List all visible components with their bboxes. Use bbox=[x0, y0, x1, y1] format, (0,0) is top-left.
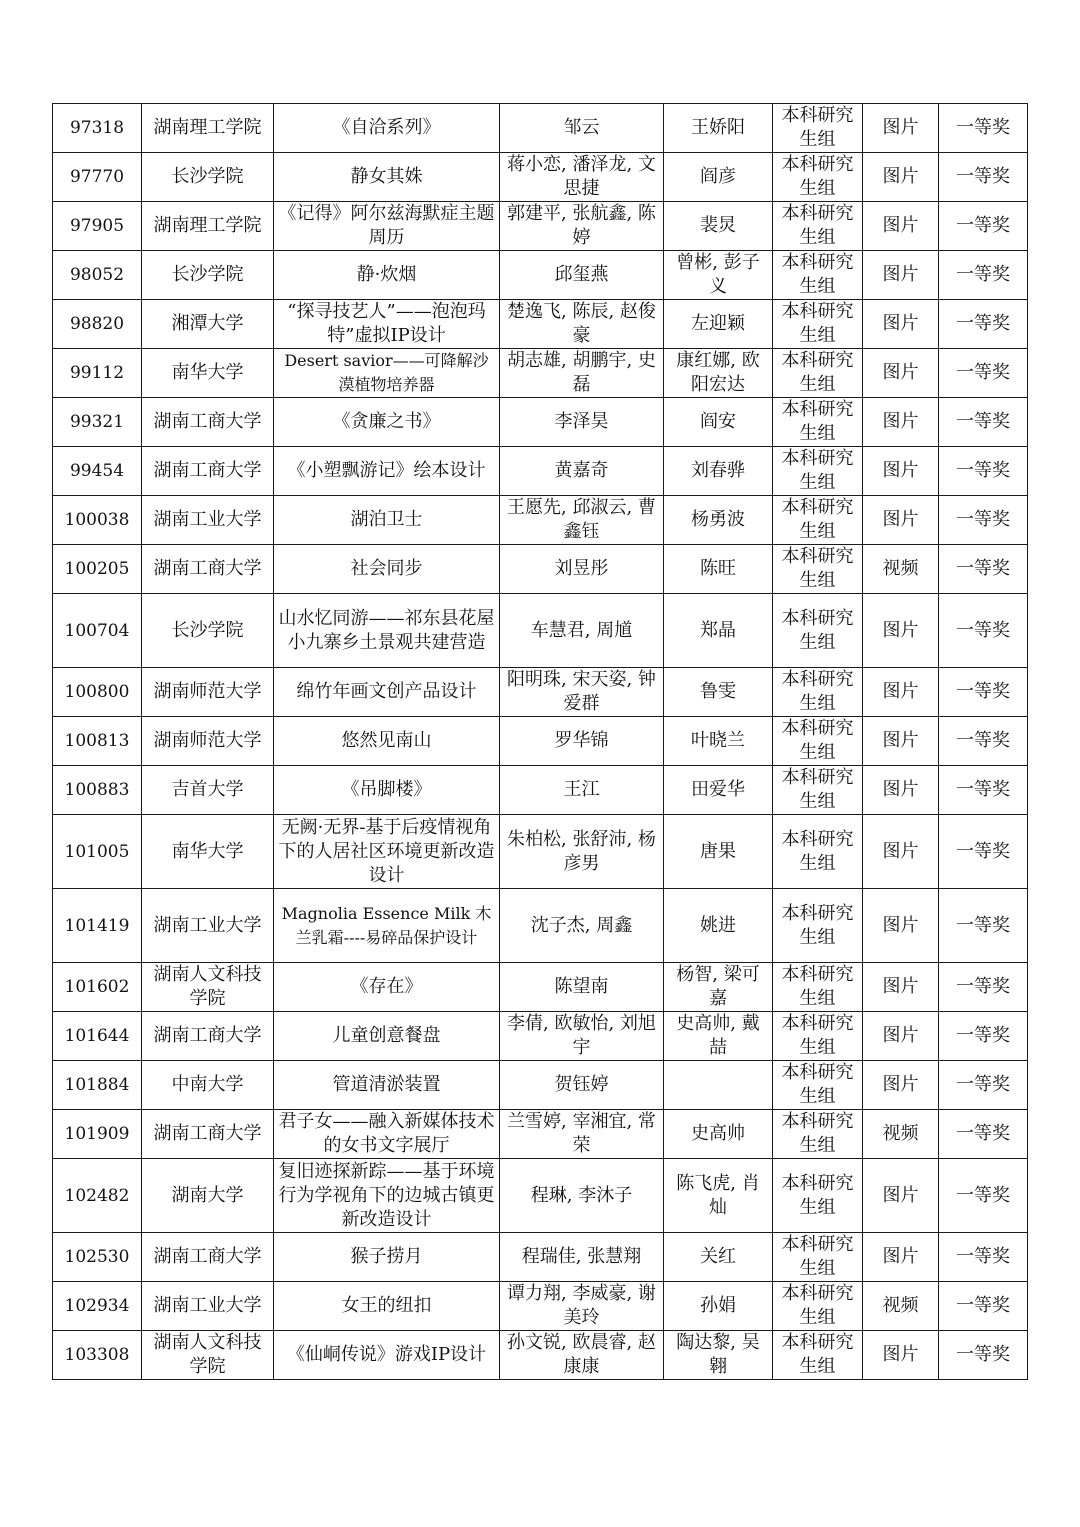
work-type-cell: 视频 bbox=[863, 545, 939, 594]
work-title-cell: 猴子捞月 bbox=[274, 1233, 500, 1282]
authors-cell: 沈子杰, 周鑫 bbox=[500, 889, 664, 963]
table-row bbox=[53, 104, 1028, 153]
authors-cell: 阳明珠, 宋天姿, 钟爱群 bbox=[500, 668, 664, 717]
table-row bbox=[53, 300, 1028, 349]
entry-id-cell: 103308 bbox=[53, 1331, 142, 1380]
advisor-cell: 史高帅, 戴喆 bbox=[664, 1012, 773, 1061]
award-cell: 一等奖 bbox=[939, 668, 1028, 717]
work-title-cell: 静·炊烟 bbox=[274, 251, 500, 300]
authors-cell: 邹云 bbox=[500, 104, 664, 153]
work-title-cell: 湖泊卫士 bbox=[274, 496, 500, 545]
table-row bbox=[53, 153, 1028, 202]
work-type-cell: 图片 bbox=[863, 1012, 939, 1061]
advisor-cell: 杨智, 梁可嘉 bbox=[664, 963, 773, 1012]
table-row bbox=[53, 202, 1028, 251]
entry-id-cell: 101884 bbox=[53, 1061, 142, 1110]
authors-cell: 蒋小恋, 潘泽龙, 文思捷 bbox=[500, 153, 664, 202]
work-type-cell: 图片 bbox=[863, 889, 939, 963]
entry-id-cell: 101005 bbox=[53, 815, 142, 889]
authors-cell: 朱柏松, 张舒沛, 杨彦男 bbox=[500, 815, 664, 889]
award-cell: 一等奖 bbox=[939, 300, 1028, 349]
work-type-cell: 图片 bbox=[863, 251, 939, 300]
school-cell: 湖南工商大学 bbox=[142, 398, 274, 447]
table-row bbox=[53, 349, 1028, 398]
entry-id-cell: 102530 bbox=[53, 1233, 142, 1282]
authors-cell: 程琳, 李沐子 bbox=[500, 1159, 664, 1233]
authors-cell: 王江 bbox=[500, 766, 664, 815]
table-row bbox=[53, 447, 1028, 496]
advisor-cell: 阎彦 bbox=[664, 153, 773, 202]
school-cell: 南华大学 bbox=[142, 815, 274, 889]
table-row bbox=[53, 1331, 1028, 1380]
advisor-cell: 叶晓兰 bbox=[664, 717, 773, 766]
authors-cell: 楚逸飞, 陈辰, 赵俊豪 bbox=[500, 300, 664, 349]
entry-id-cell: 100205 bbox=[53, 545, 142, 594]
table-row bbox=[53, 251, 1028, 300]
school-cell: 湖南大学 bbox=[142, 1159, 274, 1233]
awards-table-body bbox=[53, 104, 1028, 1380]
entry-id-cell: 97770 bbox=[53, 153, 142, 202]
group-cell: 本科研究生组 bbox=[773, 963, 863, 1012]
award-cell: 一等奖 bbox=[939, 545, 1028, 594]
school-cell: 长沙学院 bbox=[142, 153, 274, 202]
group-cell: 本科研究生组 bbox=[773, 594, 863, 668]
group-cell: 本科研究生组 bbox=[773, 496, 863, 545]
advisor-cell: 康红娜, 欧阳宏达 bbox=[664, 349, 773, 398]
school-cell: 湖南工业大学 bbox=[142, 1282, 274, 1331]
award-cell: 一等奖 bbox=[939, 398, 1028, 447]
table-row bbox=[53, 1012, 1028, 1061]
school-cell: 湖南师范大学 bbox=[142, 668, 274, 717]
authors-cell: 罗华锦 bbox=[500, 717, 664, 766]
work-title-cell: 复旧迹探新踪——基于环境行为学视角下的边城古镇更新改造设计 bbox=[274, 1159, 500, 1233]
award-cell: 一等奖 bbox=[939, 1282, 1028, 1331]
school-cell: 长沙学院 bbox=[142, 251, 274, 300]
authors-cell: 车慧君, 周馗 bbox=[500, 594, 664, 668]
school-cell: 湖南工商大学 bbox=[142, 545, 274, 594]
work-type-cell: 图片 bbox=[863, 1233, 939, 1282]
group-cell: 本科研究生组 bbox=[773, 202, 863, 251]
award-cell: 一等奖 bbox=[939, 1159, 1028, 1233]
authors-cell: 黄嘉奇 bbox=[500, 447, 664, 496]
group-cell: 本科研究生组 bbox=[773, 545, 863, 594]
table-row bbox=[53, 1110, 1028, 1159]
work-type-cell: 图片 bbox=[863, 1061, 939, 1110]
authors-cell: 贺钰婷 bbox=[500, 1061, 664, 1110]
school-cell: 湘潭大学 bbox=[142, 300, 274, 349]
group-cell: 本科研究生组 bbox=[773, 717, 863, 766]
work-type-cell: 图片 bbox=[863, 1331, 939, 1380]
advisor-cell: 鲁雯 bbox=[664, 668, 773, 717]
authors-cell: 孙文锐, 欧晨睿, 赵康康 bbox=[500, 1331, 664, 1380]
work-title-cell: 静女其姝 bbox=[274, 153, 500, 202]
table-row bbox=[53, 1282, 1028, 1331]
work-title-cell: 《自洽系列》 bbox=[274, 104, 500, 153]
advisor-cell: 曾彬, 彭子义 bbox=[664, 251, 773, 300]
school-cell: 南华大学 bbox=[142, 349, 274, 398]
authors-cell: 王愿先, 邱淑云, 曹鑫钰 bbox=[500, 496, 664, 545]
award-cell: 一等奖 bbox=[939, 349, 1028, 398]
entry-id-cell: 97318 bbox=[53, 104, 142, 153]
authors-cell: 郭建平, 张航鑫, 陈婷 bbox=[500, 202, 664, 251]
advisor-cell: 左迎颖 bbox=[664, 300, 773, 349]
authors-cell: 兰雪婷, 宰湘宜, 常荣 bbox=[500, 1110, 664, 1159]
table-row bbox=[53, 1159, 1028, 1233]
award-cell: 一等奖 bbox=[939, 1110, 1028, 1159]
advisor-cell: 唐果 bbox=[664, 815, 773, 889]
advisor-cell: 孙娟 bbox=[664, 1282, 773, 1331]
group-cell: 本科研究生组 bbox=[773, 447, 863, 496]
award-cell: 一等奖 bbox=[939, 815, 1028, 889]
work-type-cell: 图片 bbox=[863, 349, 939, 398]
work-type-cell: 图片 bbox=[863, 104, 939, 153]
advisor-cell: 陶达黎, 吴翱 bbox=[664, 1331, 773, 1380]
school-cell: 湖南人文科技学院 bbox=[142, 963, 274, 1012]
table-row bbox=[53, 963, 1028, 1012]
group-cell: 本科研究生组 bbox=[773, 300, 863, 349]
award-cell: 一等奖 bbox=[939, 496, 1028, 545]
award-cell: 一等奖 bbox=[939, 202, 1028, 251]
work-type-cell: 图片 bbox=[863, 717, 939, 766]
entry-id-cell: 97905 bbox=[53, 202, 142, 251]
work-type-cell: 图片 bbox=[863, 398, 939, 447]
advisor-cell: 郑晶 bbox=[664, 594, 773, 668]
entry-id-cell: 98052 bbox=[53, 251, 142, 300]
work-title-cell: 《吊脚楼》 bbox=[274, 766, 500, 815]
entry-id-cell: 100800 bbox=[53, 668, 142, 717]
authors-cell: 邱玺燕 bbox=[500, 251, 664, 300]
group-cell: 本科研究生组 bbox=[773, 104, 863, 153]
entry-id-cell: 100883 bbox=[53, 766, 142, 815]
work-title-cell: Desert savior——可降解沙漠植物培养器 bbox=[274, 349, 500, 398]
work-title-cell: Magnolia Essence Milk 木兰乳霜----易碎品保护设计 bbox=[274, 889, 500, 963]
award-cell: 一等奖 bbox=[939, 104, 1028, 153]
entry-id-cell: 98820 bbox=[53, 300, 142, 349]
table-row bbox=[53, 668, 1028, 717]
entry-id-cell: 100704 bbox=[53, 594, 142, 668]
entry-id-cell: 101602 bbox=[53, 963, 142, 1012]
school-cell: 吉首大学 bbox=[142, 766, 274, 815]
school-cell: 湖南师范大学 bbox=[142, 717, 274, 766]
table-row bbox=[53, 1061, 1028, 1110]
work-title-cell: 君子女——融入新媒体技术的女书文字展厅 bbox=[274, 1110, 500, 1159]
table-row bbox=[53, 496, 1028, 545]
advisor-cell: 杨勇波 bbox=[664, 496, 773, 545]
work-title-cell: 无阙·无界-基于后疫情视角下的人居社区环境更新改造设计 bbox=[274, 815, 500, 889]
award-cell: 一等奖 bbox=[939, 1233, 1028, 1282]
authors-cell: 李倩, 欧敏怡, 刘旭宇 bbox=[500, 1012, 664, 1061]
work-type-cell: 图片 bbox=[863, 594, 939, 668]
advisor-cell: 刘春骅 bbox=[664, 447, 773, 496]
school-cell: 湖南工业大学 bbox=[142, 889, 274, 963]
entry-id-cell: 99454 bbox=[53, 447, 142, 496]
group-cell: 本科研究生组 bbox=[773, 1331, 863, 1380]
entry-id-cell: 100813 bbox=[53, 717, 142, 766]
authors-cell: 陈望南 bbox=[500, 963, 664, 1012]
group-cell: 本科研究生组 bbox=[773, 1282, 863, 1331]
advisor-cell: 阎安 bbox=[664, 398, 773, 447]
group-cell: 本科研究生组 bbox=[773, 1110, 863, 1159]
award-cell: 一等奖 bbox=[939, 1012, 1028, 1061]
work-type-cell: 视频 bbox=[863, 1110, 939, 1159]
entry-id-cell: 102934 bbox=[53, 1282, 142, 1331]
school-cell: 中南大学 bbox=[142, 1061, 274, 1110]
award-cell: 一等奖 bbox=[939, 153, 1028, 202]
award-cell: 一等奖 bbox=[939, 1331, 1028, 1380]
entry-id-cell: 101909 bbox=[53, 1110, 142, 1159]
work-title-cell: 《贪廉之书》 bbox=[274, 398, 500, 447]
authors-cell: 谭力翔, 李威豪, 谢美玲 bbox=[500, 1282, 664, 1331]
advisor-cell: 关红 bbox=[664, 1233, 773, 1282]
award-cell: 一等奖 bbox=[939, 717, 1028, 766]
table-row bbox=[53, 594, 1028, 668]
work-title-cell: 女王的纽扣 bbox=[274, 1282, 500, 1331]
group-cell: 本科研究生组 bbox=[773, 251, 863, 300]
school-cell: 湖南工商大学 bbox=[142, 1012, 274, 1061]
group-cell: 本科研究生组 bbox=[773, 1061, 863, 1110]
school-cell: 湖南人文科技学院 bbox=[142, 1331, 274, 1380]
entry-id-cell: 99112 bbox=[53, 349, 142, 398]
table-row bbox=[53, 889, 1028, 963]
work-title-cell: 社会同步 bbox=[274, 545, 500, 594]
authors-cell: 刘昱彤 bbox=[500, 545, 664, 594]
group-cell: 本科研究生组 bbox=[773, 1233, 863, 1282]
work-title-cell: 山水忆同游——祁东县花屋小九寨乡土景观共建营造 bbox=[274, 594, 500, 668]
work-title-cell: 管道清淤装置 bbox=[274, 1061, 500, 1110]
work-type-cell: 图片 bbox=[863, 447, 939, 496]
school-cell: 湖南工业大学 bbox=[142, 496, 274, 545]
table-row bbox=[53, 766, 1028, 815]
awards-table bbox=[52, 103, 1028, 1380]
group-cell: 本科研究生组 bbox=[773, 1159, 863, 1233]
work-title-cell: 《记得》阿尔兹海默症主题周历 bbox=[274, 202, 500, 251]
work-type-cell: 图片 bbox=[863, 153, 939, 202]
work-title-cell: 绵竹年画文创产品设计 bbox=[274, 668, 500, 717]
award-cell: 一等奖 bbox=[939, 889, 1028, 963]
group-cell: 本科研究生组 bbox=[773, 766, 863, 815]
work-type-cell: 图片 bbox=[863, 668, 939, 717]
work-title-cell: “探寻技艺人”——泡泡玛特”虚拟IP设计 bbox=[274, 300, 500, 349]
school-cell: 长沙学院 bbox=[142, 594, 274, 668]
work-title-cell: 《仙峒传说》游戏IP设计 bbox=[274, 1331, 500, 1380]
advisor-cell: 姚进 bbox=[664, 889, 773, 963]
authors-cell: 程瑞佳, 张慧翔 bbox=[500, 1233, 664, 1282]
group-cell: 本科研究生组 bbox=[773, 1012, 863, 1061]
entry-id-cell: 100038 bbox=[53, 496, 142, 545]
award-cell: 一等奖 bbox=[939, 766, 1028, 815]
table-row bbox=[53, 545, 1028, 594]
group-cell: 本科研究生组 bbox=[773, 889, 863, 963]
authors-cell: 胡志雄, 胡鹏宇, 史磊 bbox=[500, 349, 664, 398]
table-row bbox=[53, 398, 1028, 447]
work-title-cell: 《小塑飘游记》绘本设计 bbox=[274, 447, 500, 496]
school-cell: 湖南工商大学 bbox=[142, 447, 274, 496]
table-row bbox=[53, 717, 1028, 766]
group-cell: 本科研究生组 bbox=[773, 815, 863, 889]
award-cell: 一等奖 bbox=[939, 1061, 1028, 1110]
advisor-cell: 陈飞虎, 肖灿 bbox=[664, 1159, 773, 1233]
table-row bbox=[53, 815, 1028, 889]
group-cell: 本科研究生组 bbox=[773, 153, 863, 202]
award-cell: 一等奖 bbox=[939, 963, 1028, 1012]
work-title-cell: 悠然见南山 bbox=[274, 717, 500, 766]
award-cell: 一等奖 bbox=[939, 251, 1028, 300]
advisor-cell: 陈旺 bbox=[664, 545, 773, 594]
work-title-cell: 儿童创意餐盘 bbox=[274, 1012, 500, 1061]
work-type-cell: 视频 bbox=[863, 1282, 939, 1331]
work-type-cell: 图片 bbox=[863, 1159, 939, 1233]
work-title-cell: 《存在》 bbox=[274, 963, 500, 1012]
advisor-cell: 裴炅 bbox=[664, 202, 773, 251]
school-cell: 湖南工商大学 bbox=[142, 1110, 274, 1159]
entry-id-cell: 99321 bbox=[53, 398, 142, 447]
work-type-cell: 图片 bbox=[863, 300, 939, 349]
work-type-cell: 图片 bbox=[863, 963, 939, 1012]
school-cell: 湖南理工学院 bbox=[142, 202, 274, 251]
award-cell: 一等奖 bbox=[939, 447, 1028, 496]
work-type-cell: 图片 bbox=[863, 766, 939, 815]
advisor-cell: 史高帅 bbox=[664, 1110, 773, 1159]
advisor-cell: 田爱华 bbox=[664, 766, 773, 815]
entry-id-cell: 102482 bbox=[53, 1159, 142, 1233]
group-cell: 本科研究生组 bbox=[773, 668, 863, 717]
authors-cell: 李泽昊 bbox=[500, 398, 664, 447]
work-type-cell: 图片 bbox=[863, 202, 939, 251]
entry-id-cell: 101644 bbox=[53, 1012, 142, 1061]
group-cell: 本科研究生组 bbox=[773, 349, 863, 398]
award-cell: 一等奖 bbox=[939, 594, 1028, 668]
advisor-cell: 王娇阳 bbox=[664, 104, 773, 153]
entry-id-cell: 101419 bbox=[53, 889, 142, 963]
group-cell: 本科研究生组 bbox=[773, 398, 863, 447]
work-type-cell: 图片 bbox=[863, 496, 939, 545]
school-cell: 湖南工商大学 bbox=[142, 1233, 274, 1282]
advisor-cell bbox=[664, 1061, 773, 1110]
table-row bbox=[53, 1233, 1028, 1282]
school-cell: 湖南理工学院 bbox=[142, 104, 274, 153]
work-type-cell: 图片 bbox=[863, 815, 939, 889]
